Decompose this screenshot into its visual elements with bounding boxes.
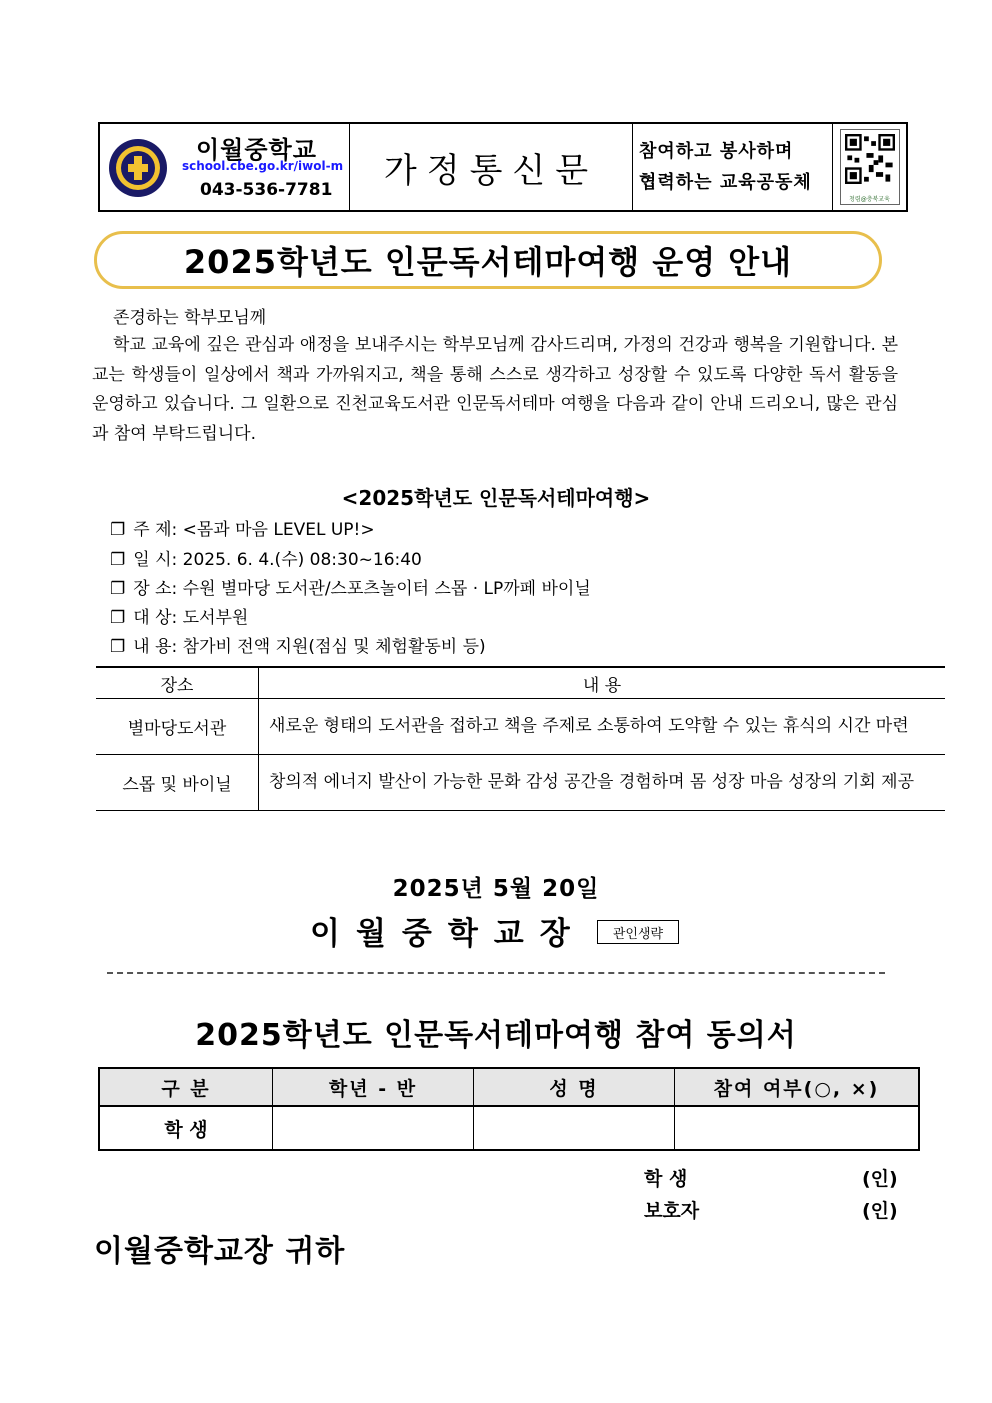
- cut-line-divider: [107, 972, 885, 974]
- school-name: 이월중학교: [196, 136, 317, 164]
- addressee: 이월중학교장 귀하: [94, 1234, 346, 1269]
- header-category: 구 분: [99, 1068, 273, 1106]
- student-name-field[interactable]: [474, 1106, 675, 1150]
- item-place: [110, 574, 591, 599]
- item-value: 2025. 6. 4.(수) 08:30~16:40: [182, 550, 422, 570]
- qr-caption: 청렴@충북교육: [849, 196, 890, 203]
- principal-name: 이월중학교장: [310, 916, 586, 952]
- qr-cell: [833, 124, 906, 210]
- school-info-cell: [100, 124, 350, 210]
- signer-student-seal[interactable]: (인): [862, 1168, 898, 1190]
- grade-class-field[interactable]: [273, 1106, 474, 1150]
- signer-guardian-label: 보호자: [644, 1200, 700, 1222]
- header-place: 장소: [96, 667, 259, 699]
- table-row: [96, 755, 945, 811]
- item-value: 수원 별마당 도서관/스포츠놀이터 스몹 · LP까페 바이닐: [182, 579, 591, 599]
- item-target: [110, 603, 248, 628]
- item-label: 내 용:: [133, 637, 178, 657]
- qr-code-icon[interactable]: [845, 134, 895, 184]
- header-content: 내 용: [259, 667, 946, 699]
- motto-line-1: 참여하고 봉사하며: [639, 141, 794, 162]
- consent-student-row: [99, 1106, 919, 1150]
- item-label: 대 상:: [133, 608, 178, 628]
- checkbox-bullet-icon: ❐: [110, 550, 126, 570]
- item-value: 도서부원: [182, 608, 249, 628]
- consent-header-row: [99, 1068, 919, 1106]
- school-url[interactable]: school.cbe.go.kr/iwol-m: [182, 159, 344, 173]
- table-row: [96, 699, 945, 755]
- checkbox-bullet-icon: ❐: [110, 579, 126, 599]
- school-phone: 043-536-7781: [200, 180, 333, 200]
- row-content: 창의적 에너지 발산이 가능한 문화 감성 공간을 경험하며 몸 성장 마음 성장의 기회 제공: [259, 755, 946, 811]
- issue-date: 2025년 5월 20일: [392, 876, 600, 902]
- greeting: 존경하는 학부모님께: [113, 308, 267, 328]
- item-datetime: [110, 545, 422, 570]
- header-participation: 참여 여부(○, ×): [675, 1068, 920, 1106]
- item-label: 일 시:: [133, 550, 178, 570]
- stamp-omitted-note: 관인생략: [597, 920, 679, 944]
- newsletter-title-cell: [350, 124, 633, 210]
- motto-cell: [633, 124, 833, 210]
- row-place: 스몹 및 바이닐: [96, 755, 259, 811]
- intro-paragraph: 학교 교육에 깊은 관심과 애정을 보내주시는 학부모님께 감사드리며, 가정의 건강과 행복을 기원합니다. 본교는 학생들이 일상에서 책과 가까워지고, 책을 통해 스스로 생각하고 성장할 수 있도록 다양한 독서 활동을 운영하고 있습니다. 그 일환으로 진천교육도서관 인문독서테마 여행을 다음과 같이 안내 드리오니, 많은 관심과 참여 부탁드립니다.: [92, 335, 898, 444]
- row-label-student: 학 생: [99, 1106, 273, 1150]
- item-label: 장 소:: [133, 579, 178, 599]
- item-label: 주 제:: [133, 520, 178, 540]
- table-header-row: [96, 667, 945, 699]
- signer-student-label: 학 생: [644, 1168, 688, 1190]
- event-subtitle: <2025학년도 인문독서테마여행>: [341, 486, 651, 510]
- signer-guardian-seal[interactable]: (인): [862, 1200, 898, 1222]
- schedule-table: [96, 666, 945, 811]
- item-value: 참가비 전액 지원(점심 및 체험활동비 등): [182, 637, 486, 657]
- motto-line-2: 협력하는 교육공동체: [639, 172, 812, 193]
- qr-frame: [840, 129, 900, 205]
- header-name: 성 명: [474, 1068, 675, 1106]
- school-seal-icon: [108, 138, 168, 198]
- consent-title: 2025학년도 인문독서테마여행 참여 동의서: [195, 1018, 797, 1053]
- header-box: [98, 122, 908, 212]
- row-content: 새로운 형태의 도서관을 접하고 책을 주제로 소통하여 도약할 수 있는 휴식의 시간 마련: [259, 699, 946, 755]
- page-title: 2025학년도 인문독서테마여행 운영 안내: [183, 243, 793, 281]
- newsletter-title: 가정통신문: [383, 150, 599, 191]
- title-banner: [94, 231, 882, 289]
- item-content: [110, 632, 486, 657]
- header-grade-class: 학년 - 반: [273, 1068, 474, 1106]
- item-topic: [110, 515, 375, 540]
- item-value: <몸과 마음 LEVEL UP!>: [182, 520, 375, 540]
- checkbox-bullet-icon: ❐: [110, 520, 126, 540]
- row-place: 별마당도서관: [96, 699, 259, 755]
- consent-table: [98, 1067, 920, 1151]
- checkbox-bullet-icon: ❐: [110, 608, 126, 628]
- checkbox-bullet-icon: ❐: [110, 637, 126, 657]
- participation-field[interactable]: [675, 1106, 920, 1150]
